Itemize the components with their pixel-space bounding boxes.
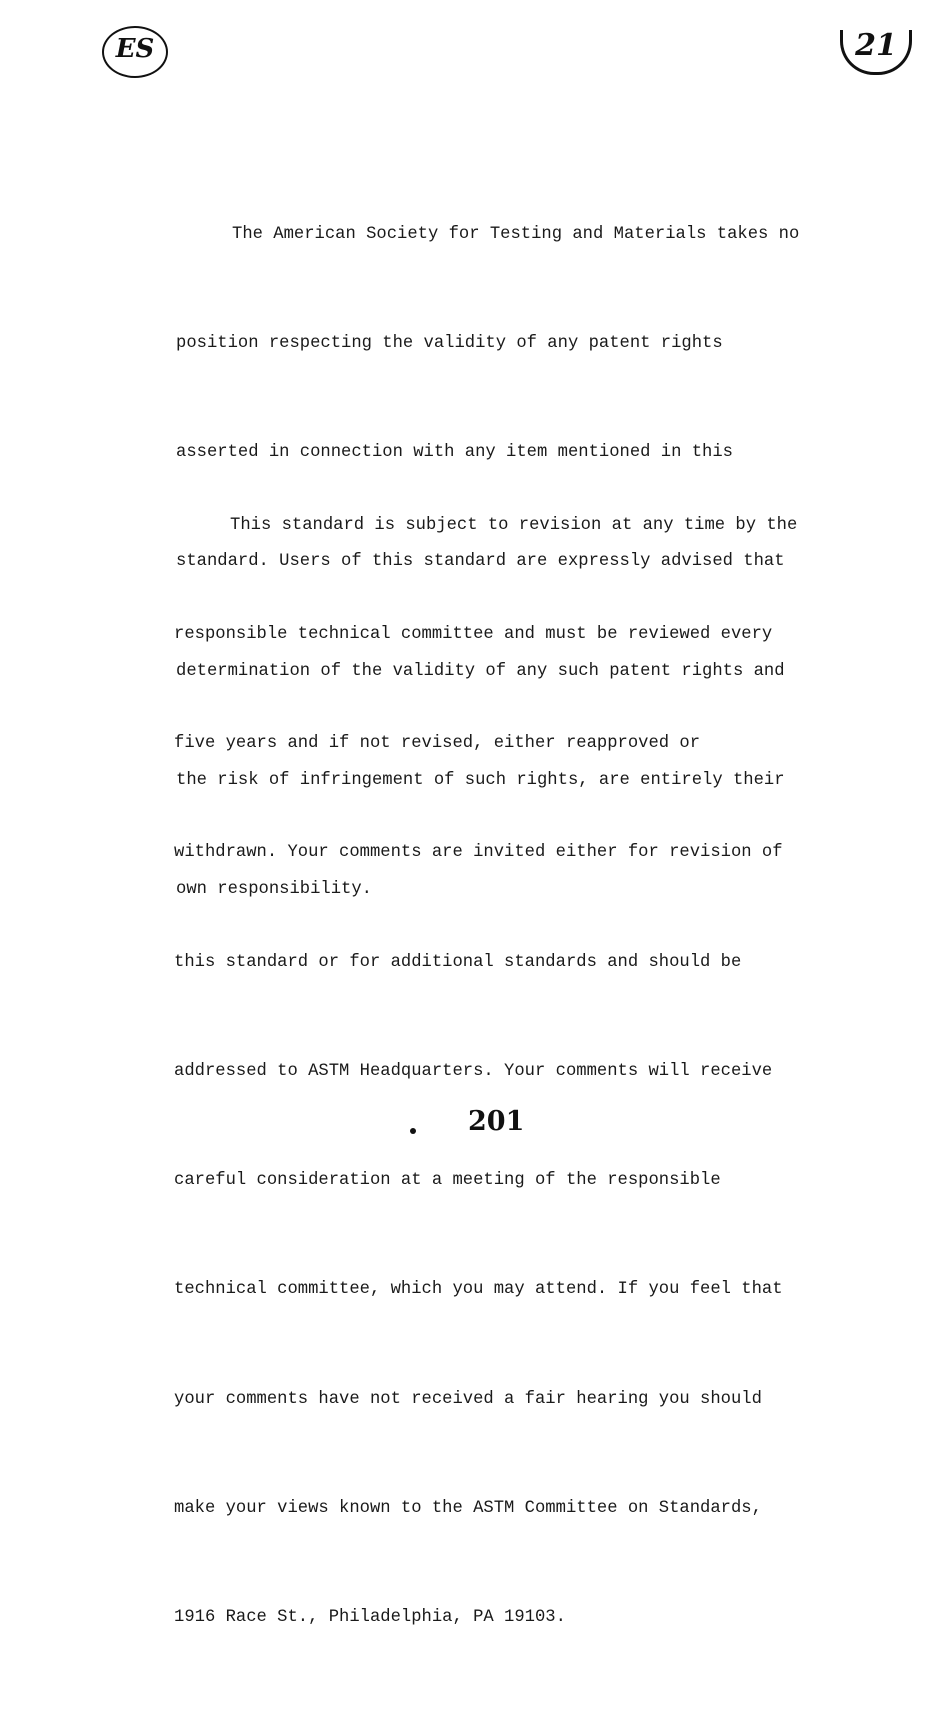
paragraph-line: technical committee, which you may attend. If you feel that bbox=[174, 1280, 783, 1300]
paragraph-line: your comments have not received a fair hearing you should bbox=[174, 1389, 762, 1409]
revision-policy-paragraph bbox=[174, 435, 797, 1709]
handwritten-circled-mark-left bbox=[102, 26, 168, 80]
mark-right-text: 21 bbox=[855, 28, 897, 63]
page-number: 201 bbox=[468, 1106, 525, 1137]
paragraph-line: The American Society for Testing and Materials takes no bbox=[232, 224, 800, 244]
paragraph-line: 1916 Race St., Philadelphia, PA 19103. bbox=[174, 1608, 566, 1627]
paragraph-line: the risk of infringement of such rights, are entirely their bbox=[176, 770, 785, 790]
paragraph-line: responsible technical committee and must be reviewed every bbox=[174, 625, 773, 645]
paragraph-line: this standard or for additional standards and should be bbox=[174, 952, 742, 972]
paragraph-line: careful consideration at a meeting of the responsible bbox=[174, 1171, 721, 1191]
handwritten-circled-mark-right bbox=[840, 26, 912, 76]
paragraph-line: own responsibility. bbox=[176, 880, 372, 900]
paragraph-line: This standard is subject to revision at any time by the bbox=[230, 515, 798, 535]
paragraph-line: withdrawn. Your comments are invited either for revision of bbox=[174, 843, 783, 863]
paragraph-line: make your views known to the ASTM Committee on Standards, bbox=[174, 1498, 762, 1518]
paragraph-line: asserted in connection with any item mentioned in this bbox=[176, 443, 733, 463]
paragraph-line: determination of the validity of any such patent rights and bbox=[176, 661, 785, 681]
paragraph-line: five years and if not revised, either reapproved or bbox=[174, 734, 701, 754]
paragraph-line: standard. Users of this standard are expressly advised that bbox=[176, 552, 785, 572]
paragraph-line: addressed to ASTM Headquarters. Your comments will receive bbox=[174, 1061, 773, 1081]
mark-left-text: ES bbox=[115, 34, 155, 64]
bullet-dot-icon bbox=[410, 1128, 416, 1134]
paragraph-line: position respecting the validity of any patent rights bbox=[176, 334, 723, 354]
